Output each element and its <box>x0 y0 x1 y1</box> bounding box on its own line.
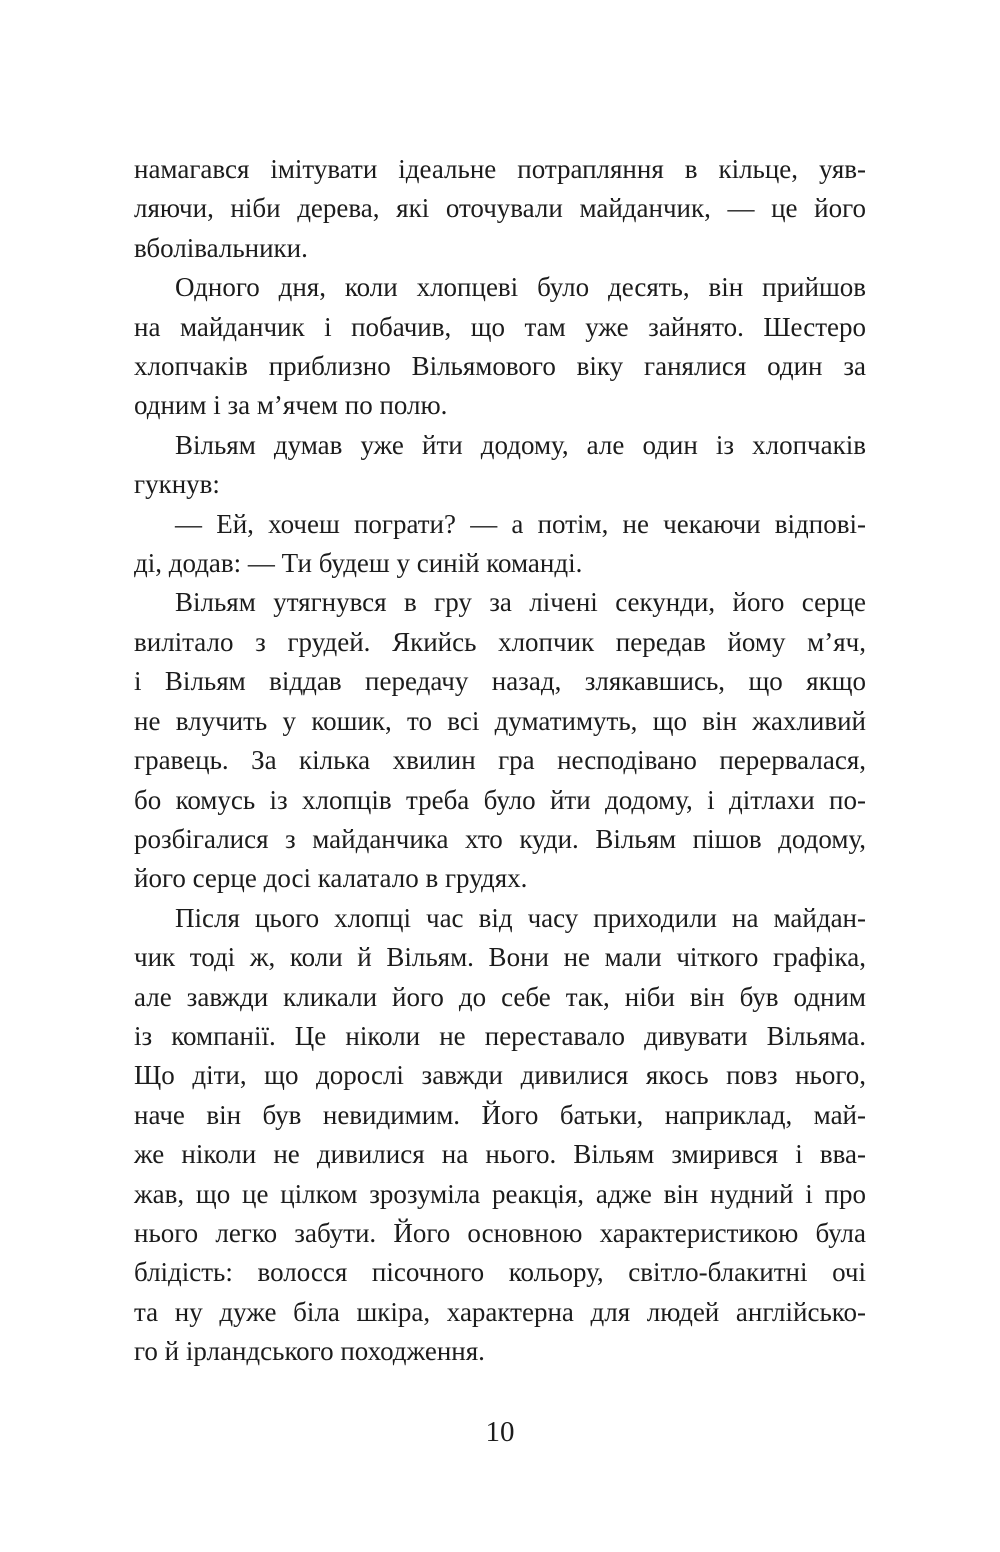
text-line: — Ей, хочеш пограти? — а потім, не чекаючи відпові- <box>175 508 866 539</box>
text-line: ді, додав: — Ти будеш у синій команді. <box>134 548 583 579</box>
text-line: гукнув: <box>134 469 220 500</box>
text-line: на майданчик і побачив, що там уже зайнято. Шестеро <box>134 311 866 342</box>
text-line: Після цього хлопці час від часу приходили на майдан- <box>175 902 866 933</box>
text-line: же ніколи не дивилися на нього. Вільям змирився і вва- <box>134 1139 866 1170</box>
text-line: намагався імітувати ідеальне потрапляння в кільце, уяв- <box>134 154 866 184</box>
text-line: Вільям утягнувся в гру за лічені секунди, його серце <box>175 587 866 618</box>
text-line: хлопчаків приблизно Вільямового віку ганялися один за <box>134 351 866 382</box>
text-line: го й ірландського походження. <box>134 1336 485 1367</box>
text-line: нього легко забути. Його основною характеристикою була <box>134 1217 866 1248</box>
text-line: блідість: волосся пісочного кольору, світло-блакитні очі <box>134 1257 866 1288</box>
text-line: його серце досі калатало в грудях. <box>134 863 528 894</box>
text-line: вилітало з грудей. Якийсь хлопчик передав йому м’яч, <box>134 626 866 657</box>
text-line: гравець. За кілька хвилин гра несподівано перервалася, <box>134 745 866 776</box>
text-line: вболівальники. <box>134 232 308 263</box>
body-text <box>134 150 866 1372</box>
text-line: одним і за м’ячем по полю. <box>134 390 448 421</box>
text-line: не влучить у кошик, то всі думатимуть, що він жахливий <box>134 705 866 736</box>
text-line: із компанії. Це ніколи не переставало дивувати Вільяма. <box>134 1020 866 1051</box>
text-line: бо комусь із хлопців треба було йти додому, і дітлахи по- <box>134 784 866 815</box>
text-line: і Вільям віддав передачу назад, злякавшись, що якщо <box>134 666 866 697</box>
text-line: ляючи, ніби дерева, які оточували майданчик, — це його <box>134 193 866 224</box>
text-line: жав, що це цілком зрозуміла реакція, адже він нудний і про <box>134 1178 866 1209</box>
text-line: але завжди кликали його до себе так, ніби він був одним <box>134 981 866 1012</box>
text-line: та ну дуже біла шкіра, характерна для людей англійсько- <box>134 1296 866 1327</box>
text-line: розбігалися з майданчика хто куди. Вільям пішов додому, <box>134 823 866 854</box>
text-line: чик тоді ж, коли й Вільям. Вони не мали чіткого графіка, <box>134 942 866 973</box>
text-line: наче він був невидимим. Його батьки, наприклад, май- <box>134 1099 866 1130</box>
text-line: Одного дня, коли хлопцеві було десять, він прийшов <box>175 272 866 303</box>
text-line: Що діти, що дорослі завжди дивилися якось повз нього, <box>134 1060 866 1091</box>
text-line: Вільям думав уже йти додому, але один із хлопчаків <box>175 429 866 460</box>
page-number: 10 <box>485 1416 515 1448</box>
